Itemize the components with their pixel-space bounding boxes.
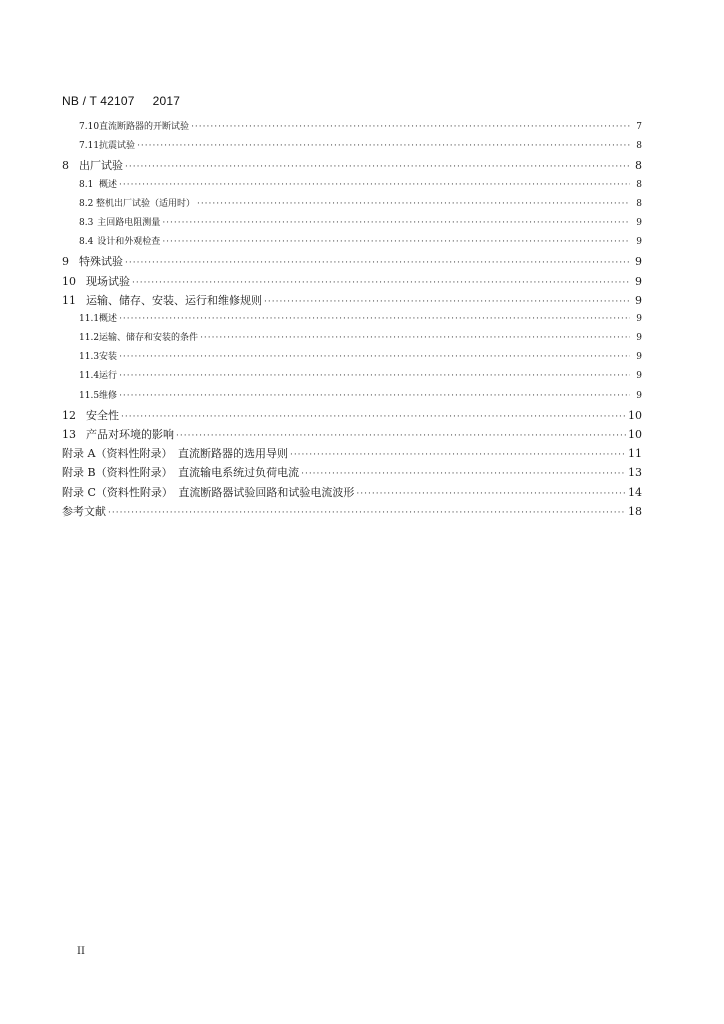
- toc-entry-number: 8.4: [79, 237, 94, 248]
- toc-entry-title: 出厂试验: [79, 159, 123, 173]
- toc-entry[interactable]: [62, 425, 642, 444]
- toc-entry[interactable]: [62, 406, 642, 425]
- toc-entry-page: 7: [636, 122, 642, 132]
- toc-entry[interactable]: [62, 176, 642, 195]
- toc-entry[interactable]: [62, 329, 642, 348]
- toc-entry-number: 12: [62, 408, 76, 422]
- toc-dot-leader: [200, 329, 630, 348]
- toc-entry-page: 18: [628, 504, 642, 518]
- toc-entry-title: 安装: [99, 352, 118, 363]
- toc-entry[interactable]: [62, 214, 642, 233]
- toc-entry-page: 8: [636, 141, 642, 152]
- toc-entry-title: 运输、储存和安装的条件: [99, 333, 199, 344]
- toc-entry-title: 主回路电阻测量: [97, 217, 161, 228]
- toc-entry-page: 8: [636, 198, 642, 209]
- toc-entry-page: 9: [636, 333, 642, 344]
- toc-dot-leader: [356, 485, 626, 504]
- toc-dot-leader: [119, 387, 630, 406]
- toc-entry-page: 9: [636, 352, 642, 363]
- toc-entry-number: 8: [62, 159, 69, 173]
- toc-entry-page: 10: [628, 408, 642, 422]
- toc-entry[interactable]: [62, 367, 642, 386]
- toc-dot-leader: [119, 367, 630, 386]
- standard-number: NB / T 42107: [62, 94, 135, 108]
- toc-entry-number: 8.2: [79, 198, 94, 209]
- toc-entry-page: 14: [628, 485, 642, 499]
- toc-entry-title: 安全性: [86, 408, 119, 422]
- toc-entry-page: 13: [628, 466, 642, 480]
- toc-entry-page: 9: [636, 390, 642, 401]
- toc-entry-title: 现场试验: [86, 274, 130, 288]
- toc-entry[interactable]: [62, 137, 642, 156]
- toc-entry-page: 9: [636, 313, 642, 324]
- toc-entry-number: 8.3: [79, 217, 94, 228]
- toc-entry[interactable]: [62, 310, 642, 329]
- toc-entry[interactable]: [62, 387, 642, 406]
- toc-entry-number: 11.4: [79, 371, 100, 382]
- toc-entry[interactable]: [62, 348, 642, 367]
- toc-entry-title: 维修: [99, 390, 118, 401]
- toc-dot-leader: [119, 348, 630, 367]
- toc-entry-title: 抗震试验: [99, 141, 136, 152]
- toc-entry-title: 参考文献: [62, 504, 106, 518]
- toc-entry[interactable]: [62, 463, 642, 482]
- toc-entry-page: 9: [636, 237, 642, 248]
- toc-dot-leader: [108, 504, 626, 523]
- toc-entry-title: 概述: [99, 313, 118, 324]
- toc-entry-number: 13: [62, 428, 76, 441]
- toc-entry-title: 直流断路器的开断试验: [99, 122, 190, 132]
- toc-entry[interactable]: [62, 272, 642, 291]
- table-of-contents: [62, 118, 642, 521]
- toc-entry-title: 运行: [99, 371, 118, 382]
- toc-dot-leader: [162, 233, 630, 252]
- toc-entry-page: 9: [636, 217, 642, 228]
- toc-entry-title: 附录 B（资料性附录） 直流输电系统过负荷电流: [62, 466, 300, 480]
- toc-entry-page: 10: [628, 428, 642, 441]
- toc-entry-number: 8.1: [79, 179, 94, 190]
- toc-entry[interactable]: [62, 291, 642, 310]
- toc-entry-number: 11: [62, 293, 76, 307]
- toc-entry-page: 9: [635, 293, 642, 307]
- toc-dot-leader: [137, 137, 630, 156]
- standard-year: 2017: [152, 94, 181, 108]
- toc-entry[interactable]: [62, 483, 642, 502]
- toc-entry-title: 整机出厂试验（适用时）: [95, 198, 195, 209]
- toc-entry[interactable]: [62, 195, 642, 214]
- page-number: II: [77, 946, 85, 957]
- toc-dot-leader: [119, 310, 630, 329]
- toc-dot-leader: [191, 118, 630, 137]
- toc-dot-leader: [197, 195, 630, 214]
- toc-entry-page: 9: [635, 274, 642, 288]
- toc-entry[interactable]: [62, 444, 642, 463]
- toc-entry-title: 附录 A（资料性附录） 直流断路器的选用导则: [62, 447, 288, 461]
- toc-entry-number: 7.11: [79, 141, 100, 152]
- toc-entry-page: 9: [636, 371, 642, 382]
- toc-entry-title: 产品对环境的影响: [86, 428, 174, 441]
- toc-entry-title: 附录 C（资料性附录） 直流断路器试验回路和试验电流波形: [62, 485, 355, 499]
- toc-entry[interactable]: [62, 233, 642, 252]
- toc-entry-number: 9: [62, 255, 69, 269]
- toc-entry-page: 11: [628, 447, 642, 461]
- toc-entry[interactable]: [62, 502, 642, 521]
- toc-entry-page: 9: [635, 255, 642, 269]
- toc-entry-title: 特殊试验: [79, 255, 123, 269]
- toc-entry-title: 设计和外观检查: [97, 237, 161, 248]
- toc-dot-leader: [125, 254, 630, 273]
- toc-entry-page: 8: [635, 159, 642, 173]
- toc-entry-number: 11.3: [79, 352, 100, 363]
- toc-entry-number: 11.1: [79, 313, 100, 324]
- document-header: [62, 94, 180, 108]
- toc-entry-number: 11.2: [79, 333, 100, 344]
- toc-dot-leader: [290, 446, 626, 465]
- toc-entry[interactable]: [62, 252, 642, 271]
- toc-entry-page: 8: [636, 179, 642, 190]
- toc-entry-number: 7.10: [79, 122, 100, 132]
- toc-entry-number: 10: [62, 274, 76, 288]
- toc-entry-number: 11.5: [79, 390, 100, 401]
- toc-dot-leader: [162, 214, 630, 233]
- toc-entry-title: 概述: [98, 179, 117, 190]
- toc-entry[interactable]: [62, 156, 642, 175]
- toc-entry[interactable]: [62, 118, 642, 137]
- toc-dot-leader: [121, 408, 626, 427]
- toc-dot-leader: [119, 176, 630, 195]
- toc-entry-title: 运输、储存、安装、运行和维修规则: [86, 293, 262, 307]
